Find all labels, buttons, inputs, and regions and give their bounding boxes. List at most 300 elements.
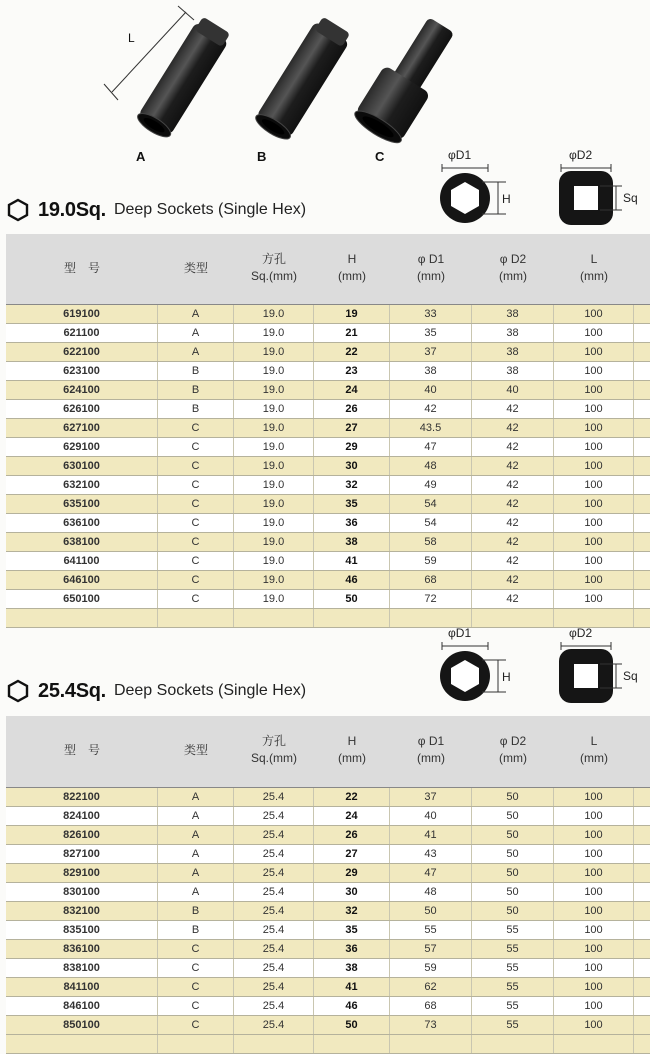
- cell-sq: 25.4: [234, 959, 314, 977]
- table-25sq-rows: [6, 787, 650, 1054]
- cell-spacer: [634, 533, 650, 551]
- cell-type: B: [158, 362, 234, 380]
- cell-h: 26: [314, 400, 390, 418]
- cell-spacer: [634, 940, 650, 958]
- cell-model: 619100: [6, 305, 158, 323]
- socket-a-drawing: [134, 15, 232, 141]
- cell-empty: [158, 609, 234, 627]
- cell-type: B: [158, 902, 234, 920]
- cell-d1: 58: [390, 533, 472, 551]
- cell-spacer: [634, 476, 650, 494]
- cell-h: 27: [314, 845, 390, 863]
- cell-spacer: [634, 788, 650, 806]
- table-row: [6, 343, 650, 362]
- cell-spacer: [634, 807, 650, 825]
- cell-sq: 19.0: [234, 457, 314, 475]
- header-model: 型 号: [63, 261, 100, 275]
- header-sq: [234, 251, 314, 285]
- hexagon-icon: [6, 679, 30, 703]
- cell-d1: 38: [390, 362, 472, 380]
- cell-h: 36: [314, 940, 390, 958]
- cell-l: 100: [554, 845, 634, 863]
- cell-l: 100: [554, 902, 634, 920]
- header-l-bottom: (mm): [580, 269, 608, 283]
- cell-sq: 19.0: [234, 438, 314, 456]
- header-l: [554, 251, 634, 285]
- cell-d2: 55: [472, 978, 554, 996]
- cell-sq: 19.0: [234, 533, 314, 551]
- cell-sq: 25.4: [234, 864, 314, 882]
- cell-d2: 42: [472, 552, 554, 570]
- cell-model: 822100: [6, 788, 158, 806]
- header-sq-top: 方孔: [261, 252, 286, 266]
- table-row: [6, 997, 650, 1016]
- cell-d1: 40: [390, 381, 472, 399]
- d1-label: φD1: [448, 626, 472, 640]
- d2-label: φD2: [569, 626, 593, 640]
- table-row: [6, 495, 650, 514]
- cell-type: B: [158, 400, 234, 418]
- cell-h: 29: [314, 864, 390, 882]
- header-d1: [390, 733, 472, 767]
- length-dimension-label: L: [128, 31, 135, 45]
- header-l-top: L: [590, 734, 598, 748]
- cell-empty: [234, 1035, 314, 1053]
- cell-d1: 54: [390, 514, 472, 532]
- header-sq-bottom: Sq.(mm): [251, 269, 297, 283]
- header-sq-top: 方孔: [261, 734, 286, 748]
- cell-spacer: [634, 324, 650, 342]
- cell-model: 622100: [6, 343, 158, 361]
- cell-type: A: [158, 845, 234, 863]
- table-row: [6, 1016, 650, 1035]
- cell-type: A: [158, 826, 234, 844]
- cell-d1: 48: [390, 457, 472, 475]
- section1-dimension-diagrams: [436, 146, 650, 228]
- cell-type: C: [158, 571, 234, 589]
- cell-h: 30: [314, 457, 390, 475]
- cell-h: 32: [314, 902, 390, 920]
- header-d2-bottom: (mm): [499, 269, 527, 283]
- cell-type: C: [158, 959, 234, 977]
- cell-d1: 54: [390, 495, 472, 513]
- cell-l: 100: [554, 514, 634, 532]
- cell-spacer: [634, 883, 650, 901]
- cell-model: 632100: [6, 476, 158, 494]
- header-h-top: H: [347, 252, 357, 266]
- cell-l: 100: [554, 788, 634, 806]
- cell-sq: 19.0: [234, 495, 314, 513]
- cell-model: 832100: [6, 902, 158, 920]
- section1-description: Deep Sockets (Single Hex): [113, 201, 307, 218]
- cell-l: 100: [554, 940, 634, 958]
- cell-type: C: [158, 940, 234, 958]
- cell-sq: 19.0: [234, 324, 314, 342]
- d2-label: φD2: [569, 148, 593, 162]
- cell-d1: 59: [390, 959, 472, 977]
- cell-type: C: [158, 533, 234, 551]
- header-type: 类型: [183, 261, 208, 275]
- d1-label: φD1: [448, 148, 472, 162]
- cell-d2: 55: [472, 959, 554, 977]
- table-row: [6, 362, 650, 381]
- header-h: [314, 251, 390, 285]
- table-row: [6, 457, 650, 476]
- cell-model: 826100: [6, 826, 158, 844]
- cell-type: C: [158, 419, 234, 437]
- header-d2: [472, 733, 554, 767]
- cell-d2: 38: [472, 305, 554, 323]
- cell-l: 100: [554, 324, 634, 342]
- cell-l: 100: [554, 305, 634, 323]
- sq-label: Sq: [623, 669, 638, 683]
- cell-l: 100: [554, 571, 634, 589]
- cell-type: C: [158, 1016, 234, 1034]
- table-19sq-header: [6, 234, 650, 304]
- cell-d1: 37: [390, 788, 472, 806]
- cell-d1: 43.5: [390, 419, 472, 437]
- cell-d2: 42: [472, 590, 554, 608]
- cell-d2: 50: [472, 826, 554, 844]
- cell-l: 100: [554, 978, 634, 996]
- cell-d1: 72: [390, 590, 472, 608]
- table-row-empty: [6, 1035, 650, 1054]
- cell-type: C: [158, 552, 234, 570]
- cell-empty: [634, 1035, 650, 1053]
- cell-h: 46: [314, 997, 390, 1015]
- cell-h: 27: [314, 419, 390, 437]
- cell-model: 841100: [6, 978, 158, 996]
- header-d2-top: φ D2: [499, 734, 527, 748]
- cell-d2: 42: [472, 514, 554, 532]
- cell-sq: 19.0: [234, 571, 314, 589]
- cell-type: A: [158, 324, 234, 342]
- cell-model: 630100: [6, 457, 158, 475]
- cell-l: 100: [554, 1016, 634, 1034]
- cell-l: 100: [554, 807, 634, 825]
- cell-empty: [472, 1035, 554, 1053]
- section2-size: 25.4Sq.: [38, 679, 106, 702]
- header-sq-bottom: Sq.(mm): [251, 751, 297, 765]
- cell-h: 22: [314, 343, 390, 361]
- cell-d2: 42: [472, 438, 554, 456]
- cell-d2: 42: [472, 533, 554, 551]
- cell-l: 100: [554, 552, 634, 570]
- cell-model: 621100: [6, 324, 158, 342]
- cell-model: 635100: [6, 495, 158, 513]
- cell-l: 100: [554, 997, 634, 1015]
- cell-h: 24: [314, 807, 390, 825]
- cell-model: 850100: [6, 1016, 158, 1034]
- table-row: [6, 419, 650, 438]
- cell-type: C: [158, 997, 234, 1015]
- header-l: [554, 733, 634, 767]
- cell-d1: 35: [390, 324, 472, 342]
- cell-d1: 43: [390, 845, 472, 863]
- cell-h: 21: [314, 324, 390, 342]
- cell-l: 100: [554, 495, 634, 513]
- sq-label: Sq: [623, 191, 638, 205]
- cell-d2: 42: [472, 419, 554, 437]
- cell-spacer: [634, 514, 650, 532]
- cell-l: 100: [554, 381, 634, 399]
- cell-l: 100: [554, 400, 634, 418]
- table-row: [6, 590, 650, 609]
- cell-model: 624100: [6, 381, 158, 399]
- cell-spacer: [634, 571, 650, 589]
- cell-sq: 19.0: [234, 305, 314, 323]
- socket-b-drawing: [252, 14, 353, 143]
- cell-d2: 38: [472, 362, 554, 380]
- h-label: H: [502, 670, 511, 684]
- cell-sq: 25.4: [234, 997, 314, 1015]
- cell-d2: 55: [472, 940, 554, 958]
- section2-header: [6, 678, 306, 704]
- table-row: [6, 902, 650, 921]
- table-19sq: [6, 234, 650, 628]
- cell-sq: 19.0: [234, 400, 314, 418]
- cell-l: 100: [554, 438, 634, 456]
- table-row: [6, 788, 650, 807]
- socket-b-label: B: [257, 149, 267, 164]
- cell-model: 626100: [6, 400, 158, 418]
- header-d1-top: φ D1: [417, 252, 445, 266]
- table-row: [6, 807, 650, 826]
- header-d2: [472, 251, 554, 285]
- cell-sq: 19.0: [234, 514, 314, 532]
- cell-model: 636100: [6, 514, 158, 532]
- cell-d2: 50: [472, 864, 554, 882]
- cell-h: 19: [314, 305, 390, 323]
- cell-d1: 47: [390, 438, 472, 456]
- header-h-bottom: (mm): [338, 751, 366, 765]
- cell-sq: 25.4: [234, 921, 314, 939]
- cell-spacer: [634, 921, 650, 939]
- cell-d1: 37: [390, 343, 472, 361]
- cell-h: 35: [314, 921, 390, 939]
- cell-d2: 38: [472, 343, 554, 361]
- section1-size: 19.0Sq.: [38, 198, 106, 221]
- cell-d1: 49: [390, 476, 472, 494]
- cell-model: 829100: [6, 864, 158, 882]
- table-row: [6, 514, 650, 533]
- cell-spacer: [634, 438, 650, 456]
- cell-model: 638100: [6, 533, 158, 551]
- cell-model: 650100: [6, 590, 158, 608]
- cell-sq: 19.0: [234, 476, 314, 494]
- cell-l: 100: [554, 864, 634, 882]
- socket-illustrations: [0, 0, 650, 170]
- cell-type: A: [158, 807, 234, 825]
- header-l-bottom: (mm): [580, 751, 608, 765]
- cell-sq: 25.4: [234, 826, 314, 844]
- table-row: [6, 864, 650, 883]
- cell-l: 100: [554, 419, 634, 437]
- header-d2-top: φ D2: [499, 252, 527, 266]
- cell-model: 629100: [6, 438, 158, 456]
- cell-spacer: [634, 495, 650, 513]
- cell-model: 623100: [6, 362, 158, 380]
- cell-type: A: [158, 343, 234, 361]
- cell-l: 100: [554, 826, 634, 844]
- cell-empty: [314, 609, 390, 627]
- cell-spacer: [634, 419, 650, 437]
- table-row: [6, 921, 650, 940]
- cell-h: 32: [314, 476, 390, 494]
- cell-d1: 48: [390, 883, 472, 901]
- section2-dimension-diagrams: [436, 624, 650, 706]
- section2-description: Deep Sockets (Single Hex): [113, 682, 307, 699]
- header-type: 类型: [183, 743, 208, 757]
- cell-sq: 25.4: [234, 940, 314, 958]
- cell-type: A: [158, 305, 234, 323]
- header-model: 型 号: [63, 743, 100, 757]
- cell-d2: 50: [472, 902, 554, 920]
- cell-d1: 59: [390, 552, 472, 570]
- cell-sq: 25.4: [234, 978, 314, 996]
- header-d1: [390, 251, 472, 285]
- cell-model: 846100: [6, 997, 158, 1015]
- cell-h: 38: [314, 959, 390, 977]
- cell-model: 830100: [6, 883, 158, 901]
- cell-sq: 25.4: [234, 902, 314, 920]
- cell-empty: [554, 1035, 634, 1053]
- table-row: [6, 533, 650, 552]
- cell-spacer: [634, 826, 650, 844]
- cell-type: C: [158, 978, 234, 996]
- table-row: [6, 940, 650, 959]
- h-label: H: [502, 192, 511, 206]
- cell-empty: [6, 1035, 158, 1053]
- table-25sq: [6, 716, 650, 1054]
- cell-spacer: [634, 400, 650, 418]
- cell-type: B: [158, 381, 234, 399]
- table-row: [6, 438, 650, 457]
- cell-d2: 50: [472, 807, 554, 825]
- cell-d1: 73: [390, 1016, 472, 1034]
- cell-d1: 40: [390, 807, 472, 825]
- cell-d1: 68: [390, 571, 472, 589]
- cell-empty: [234, 609, 314, 627]
- header-h: [314, 733, 390, 767]
- cell-empty: [314, 1035, 390, 1053]
- cell-type: C: [158, 438, 234, 456]
- cell-d2: 50: [472, 883, 554, 901]
- cell-l: 100: [554, 343, 634, 361]
- cell-model: 827100: [6, 845, 158, 863]
- cell-l: 100: [554, 533, 634, 551]
- cell-spacer: [634, 1016, 650, 1034]
- cell-spacer: [634, 997, 650, 1015]
- cell-spacer: [634, 457, 650, 475]
- header-d1-bottom: (mm): [417, 269, 445, 283]
- cell-spacer: [634, 959, 650, 977]
- cell-sq: 25.4: [234, 845, 314, 863]
- table-row: [6, 826, 650, 845]
- cell-spacer: [634, 381, 650, 399]
- table-row: [6, 883, 650, 902]
- header-sq: [234, 733, 314, 767]
- cell-spacer: [634, 902, 650, 920]
- cell-h: 50: [314, 590, 390, 608]
- cell-h: 26: [314, 826, 390, 844]
- socket-drawings: [0, 0, 650, 170]
- cell-d1: 62: [390, 978, 472, 996]
- cell-empty: [6, 609, 158, 627]
- cell-spacer: [634, 305, 650, 323]
- header-d1-bottom: (mm): [417, 751, 445, 765]
- table-25sq-header: [6, 716, 650, 787]
- cell-d2: 55: [472, 1016, 554, 1034]
- cell-l: 100: [554, 476, 634, 494]
- table-row: [6, 959, 650, 978]
- cell-spacer: [634, 590, 650, 608]
- table-19sq-rows: [6, 304, 650, 628]
- cell-spacer: [634, 978, 650, 996]
- cell-type: A: [158, 788, 234, 806]
- cell-type: C: [158, 590, 234, 608]
- cell-l: 100: [554, 959, 634, 977]
- cell-d2: 55: [472, 921, 554, 939]
- cell-spacer: [634, 343, 650, 361]
- cell-h: 36: [314, 514, 390, 532]
- cell-spacer: [634, 552, 650, 570]
- hexagon-icon: [6, 198, 30, 222]
- cell-type: C: [158, 476, 234, 494]
- cell-spacer: [634, 362, 650, 380]
- cell-h: 35: [314, 495, 390, 513]
- cell-model: 641100: [6, 552, 158, 570]
- cell-model: 824100: [6, 807, 158, 825]
- cell-d1: 33: [390, 305, 472, 323]
- cell-d1: 41: [390, 826, 472, 844]
- cell-model: 835100: [6, 921, 158, 939]
- cell-h: 29: [314, 438, 390, 456]
- cell-d1: 68: [390, 997, 472, 1015]
- cell-d2: 42: [472, 457, 554, 475]
- cell-l: 100: [554, 457, 634, 475]
- cell-h: 30: [314, 883, 390, 901]
- cell-sq: 19.0: [234, 590, 314, 608]
- cell-d2: 42: [472, 571, 554, 589]
- cell-d2: 40: [472, 381, 554, 399]
- cell-sq: 25.4: [234, 1016, 314, 1034]
- cell-h: 24: [314, 381, 390, 399]
- table-row: [6, 400, 650, 419]
- header-h-top: H: [347, 734, 357, 748]
- cell-model: 627100: [6, 419, 158, 437]
- table-row: [6, 571, 650, 590]
- cell-h: 41: [314, 978, 390, 996]
- table-row: [6, 978, 650, 997]
- cell-l: 100: [554, 362, 634, 380]
- cell-sq: 19.0: [234, 343, 314, 361]
- cell-sq: 25.4: [234, 883, 314, 901]
- table-row: [6, 845, 650, 864]
- cell-model: 646100: [6, 571, 158, 589]
- cell-d1: 42: [390, 400, 472, 418]
- cell-d1: 47: [390, 864, 472, 882]
- cell-sq: 19.0: [234, 381, 314, 399]
- socket-a-label: A: [136, 149, 146, 164]
- cell-type: C: [158, 457, 234, 475]
- socket-c-drawing: [351, 11, 465, 148]
- cell-d2: 42: [472, 476, 554, 494]
- cell-sq: 19.0: [234, 419, 314, 437]
- section1-header: [6, 197, 306, 223]
- cell-d1: 55: [390, 921, 472, 939]
- cell-d2: 38: [472, 324, 554, 342]
